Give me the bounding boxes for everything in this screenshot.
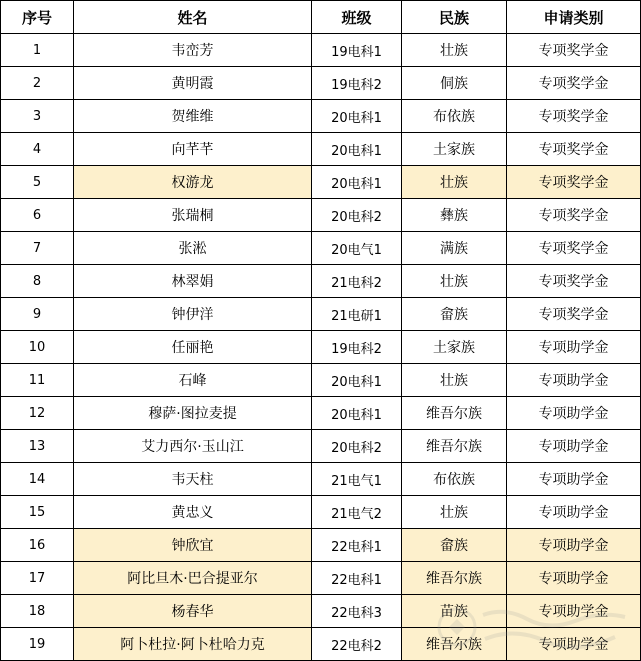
application-category: 专项助学金: [507, 562, 641, 595]
ethnicity: 维吾尔族: [402, 430, 507, 463]
table-row: [1, 232, 641, 265]
class-name: 20电科1: [312, 397, 402, 430]
ethnicity: 苗族: [402, 595, 507, 628]
ethnicity: 维吾尔族: [402, 562, 507, 595]
table-row: [1, 463, 641, 496]
ethnicity: 壮族: [402, 496, 507, 529]
application-category: 专项奖学金: [507, 265, 641, 298]
table-row: [1, 430, 641, 463]
table-body: [1, 34, 641, 661]
row-number: 6: [1, 199, 74, 232]
class-name: 19电科2: [312, 67, 402, 100]
student-name: 贺维维: [74, 100, 312, 133]
application-category: 专项助学金: [507, 331, 641, 364]
ethnicity: 壮族: [402, 34, 507, 67]
row-number: 17: [1, 562, 74, 595]
row-number: 2: [1, 67, 74, 100]
student-name: 黄明霞: [74, 67, 312, 100]
table-row: [1, 628, 641, 661]
student-name: 张淞: [74, 232, 312, 265]
table-row: [1, 67, 641, 100]
application-category: 专项奖学金: [507, 199, 641, 232]
table-row: [1, 100, 641, 133]
row-number: 4: [1, 133, 74, 166]
student-name: 黄忠义: [74, 496, 312, 529]
application-category: 专项助学金: [507, 595, 641, 628]
student-name: 阿卜杜拉·阿卜杜哈力克: [74, 628, 312, 661]
row-number: 10: [1, 331, 74, 364]
application-category: 专项奖学金: [507, 298, 641, 331]
class-name: 20电科2: [312, 430, 402, 463]
header-row: [1, 1, 641, 34]
table-row: [1, 529, 641, 562]
class-name: 20电气1: [312, 232, 402, 265]
table-row: [1, 199, 641, 232]
class-name: 19电科1: [312, 34, 402, 67]
class-name: 21电研1: [312, 298, 402, 331]
application-category: 专项助学金: [507, 430, 641, 463]
class-name: 19电科2: [312, 331, 402, 364]
student-name: 杨春华: [74, 595, 312, 628]
ethnicity: 满族: [402, 232, 507, 265]
table-row: [1, 34, 641, 67]
class-name: 20电科2: [312, 199, 402, 232]
application-category: 专项助学金: [507, 496, 641, 529]
application-category: 专项助学金: [507, 463, 641, 496]
row-number: 7: [1, 232, 74, 265]
ethnicity: 布依族: [402, 463, 507, 496]
header-number: 序号: [1, 1, 74, 34]
class-name: 22电科1: [312, 529, 402, 562]
student-name: 向芊芊: [74, 133, 312, 166]
student-name: 韦天柱: [74, 463, 312, 496]
application-category: 专项奖学金: [507, 34, 641, 67]
application-category: 专项奖学金: [507, 100, 641, 133]
table-row: [1, 595, 641, 628]
student-name: 石峰: [74, 364, 312, 397]
table-row: [1, 166, 641, 199]
student-name: 穆萨·图拉麦提: [74, 397, 312, 430]
ethnicity: 维吾尔族: [402, 628, 507, 661]
header-name: 姓名: [74, 1, 312, 34]
application-category: 专项助学金: [507, 397, 641, 430]
ethnicity: 壮族: [402, 364, 507, 397]
row-number: 8: [1, 265, 74, 298]
ethnicity: 侗族: [402, 67, 507, 100]
class-name: 21电科2: [312, 265, 402, 298]
table-row: [1, 331, 641, 364]
row-number: 12: [1, 397, 74, 430]
row-number: 11: [1, 364, 74, 397]
row-number: 9: [1, 298, 74, 331]
ethnicity: 畲族: [402, 298, 507, 331]
row-number: 1: [1, 34, 74, 67]
header-class: 班级: [312, 1, 402, 34]
student-name: 艾力西尔·玉山江: [74, 430, 312, 463]
student-name: 权游龙: [74, 166, 312, 199]
table-row: [1, 364, 641, 397]
row-number: 15: [1, 496, 74, 529]
application-category: 专项助学金: [507, 364, 641, 397]
student-name: 钟伊洋: [74, 298, 312, 331]
row-number: 19: [1, 628, 74, 661]
student-name: 张瑞桐: [74, 199, 312, 232]
student-name: 林翠娟: [74, 265, 312, 298]
application-category: 专项助学金: [507, 628, 641, 661]
row-number: 13: [1, 430, 74, 463]
table-row: [1, 562, 641, 595]
class-name: 21电气2: [312, 496, 402, 529]
ethnicity: 彝族: [402, 199, 507, 232]
ethnicity: 土家族: [402, 331, 507, 364]
ethnicity: 土家族: [402, 133, 507, 166]
ethnicity: 维吾尔族: [402, 397, 507, 430]
class-name: 22电科3: [312, 595, 402, 628]
application-category: 专项助学金: [507, 529, 641, 562]
class-name: 20电科1: [312, 364, 402, 397]
student-name: 韦峦芳: [74, 34, 312, 67]
class-name: 21电气1: [312, 463, 402, 496]
application-category: 专项奖学金: [507, 67, 641, 100]
application-category: 专项奖学金: [507, 166, 641, 199]
row-number: 5: [1, 166, 74, 199]
student-name: 阿比旦木·巴合提亚尔: [74, 562, 312, 595]
row-number: 14: [1, 463, 74, 496]
class-name: 22电科1: [312, 562, 402, 595]
class-name: 20电科1: [312, 100, 402, 133]
class-name: 22电科2: [312, 628, 402, 661]
row-number: 16: [1, 529, 74, 562]
table-row: [1, 298, 641, 331]
class-name: 20电科1: [312, 133, 402, 166]
student-name: 钟欣宜: [74, 529, 312, 562]
application-category: 专项奖学金: [507, 232, 641, 265]
table-row: [1, 265, 641, 298]
class-name: 20电科1: [312, 166, 402, 199]
table-row: [1, 496, 641, 529]
ethnicity: 布依族: [402, 100, 507, 133]
header-category: 申请类别: [507, 1, 641, 34]
row-number: 3: [1, 100, 74, 133]
row-number: 18: [1, 595, 74, 628]
application-category: 专项奖学金: [507, 133, 641, 166]
ethnicity: 壮族: [402, 265, 507, 298]
ethnicity: 畲族: [402, 529, 507, 562]
table-row: [1, 133, 641, 166]
table-row: [1, 397, 641, 430]
header-ethnicity: 民族: [402, 1, 507, 34]
ethnicity: 壮族: [402, 166, 507, 199]
student-name: 任丽艳: [74, 331, 312, 364]
